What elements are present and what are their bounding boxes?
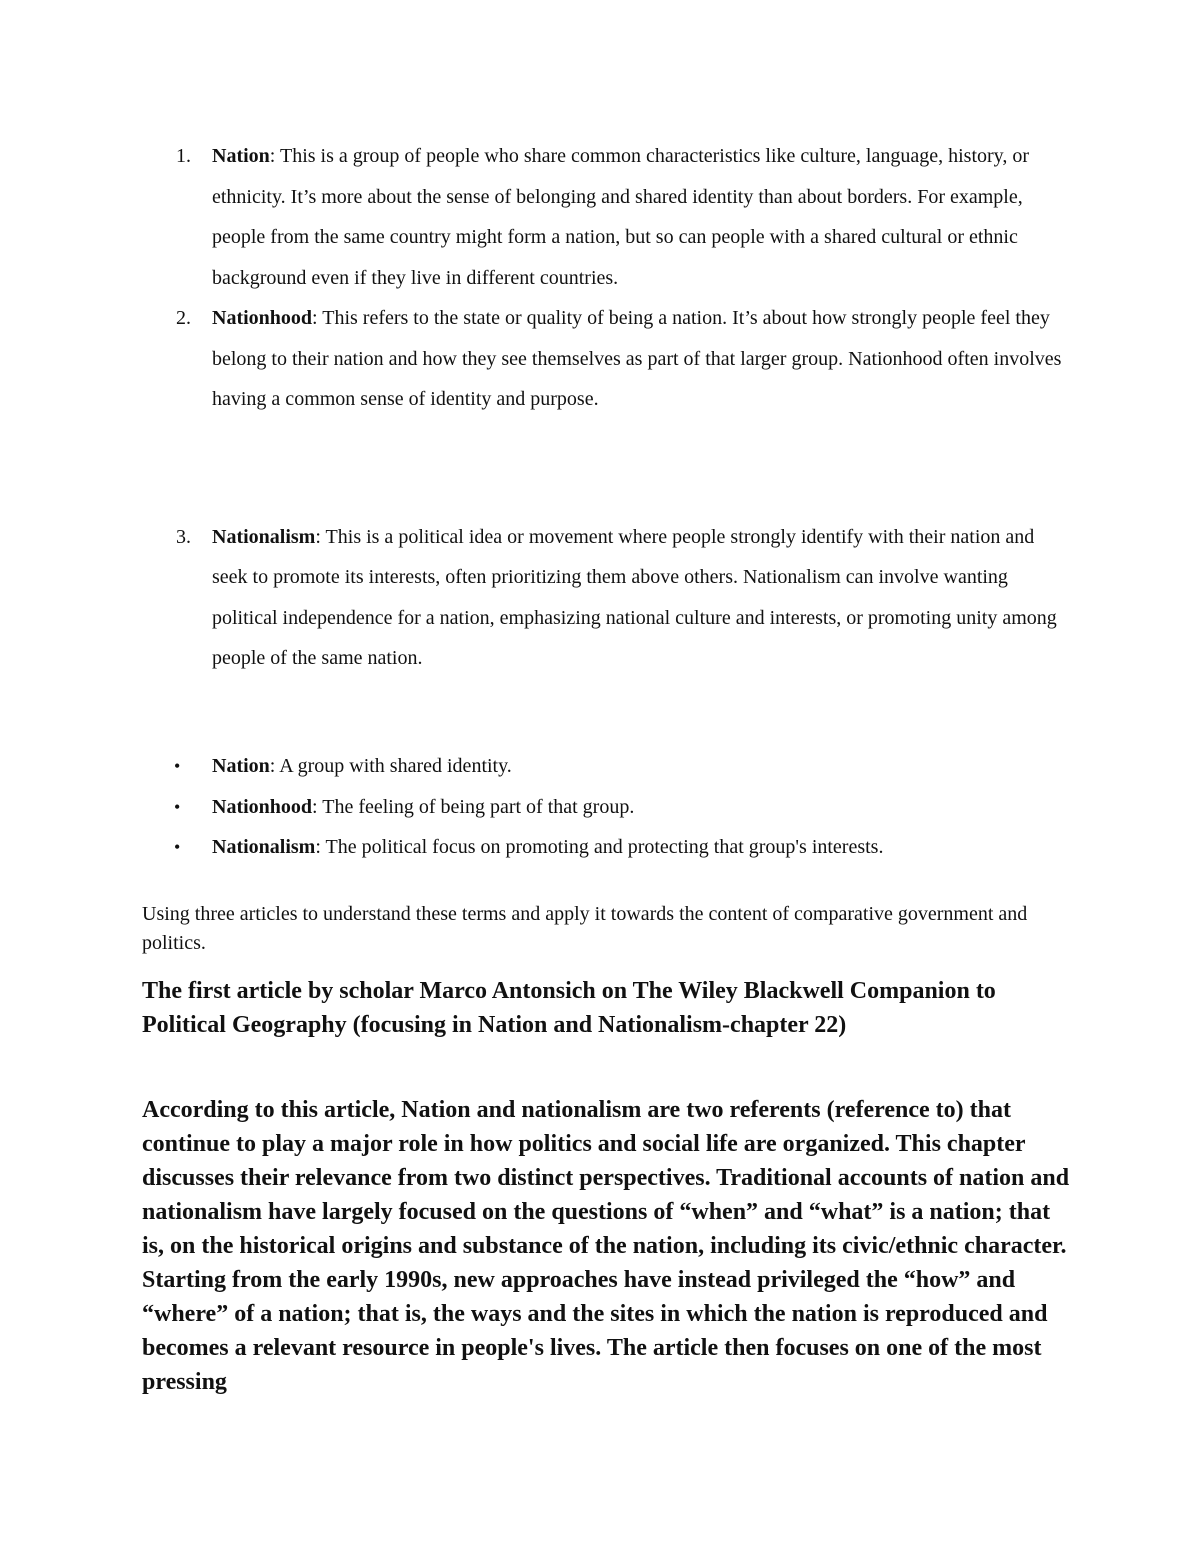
summary-text: : The feeling of being part of that group. — [312, 795, 635, 818]
definitions-list — [176, 136, 1062, 679]
list-number: 2. — [176, 307, 191, 329]
article-heading: The first article by scholar Marco Antonsich on The Wiley Blackwell Companion to Political Geography (focusing in Nation and Nationalism-chapter 22) — [142, 978, 996, 1038]
definition-text: : This is a political idea or movement where people strongly identify with their nation and seek to promote its interests, often prioritizing them above others. Nationalism can involve wanting political independence for a nation, emphasizing national culture and interests, or promoting unity among people of the same nation. — [212, 525, 1057, 669]
list-number: 1. — [176, 145, 191, 167]
bullet-icon: • — [174, 837, 181, 857]
definition-text: : This is a group of people who share common characteristics like culture, language, history, or ethnicity. It’s more about the sense of belonging and shared identity than about borders. For example, people from the same country might form a nation, but so can people with a shared cultural or ethnic background even if they live in different countries. — [212, 145, 1030, 289]
term-nationhood: Nationhood — [212, 307, 313, 329]
term-nation: Nation — [212, 755, 270, 777]
definition-item-nationalism — [176, 517, 1062, 679]
definition-item-nation — [176, 136, 1062, 298]
article-body-paragraph: According to this article, Nation and nationalism are two referents (reference to) that continue to play a major role in how politics and social life are organized. This chapter discusses their relevance from two distinct perspectives. Traditional accounts of nation and nationalism have largely focused on the questions of “when” and “what” is a nation; that is, on the historical origins and substance of the nation, including its civic/ethnic character. Starting from the early 1990s, new approaches have instead privileged the “how” and “where” of a nation; that is, the ways and the sites in which the nation is reproduced and becomes a relevant resource in people's lives. The article then focuses on one of the most pressing — [142, 1097, 1070, 1395]
definition-item-nationhood — [176, 298, 1062, 420]
summary-list — [174, 746, 1062, 868]
term-nationalism: Nationalism — [212, 525, 316, 548]
term-nation: Nation — [212, 145, 270, 167]
summary-item-nationalism — [174, 827, 1062, 868]
summary-item-nation — [174, 746, 1062, 787]
term-nationalism: Nationalism — [212, 836, 316, 858]
list-number: 3. — [176, 525, 191, 548]
definition-text: : This refers to the state or quality of being a nation. It’s about how strongly people feel they belong to their nation and how they see themselves as part of that larger group. Nationhood often involves having a common sense of identity and purpose. — [212, 307, 1062, 410]
summary-item-nationhood — [174, 787, 1062, 828]
intro-paragraph: Using three articles to understand these terms and apply it towards the content of comparative government and politics. — [142, 903, 1028, 954]
bullet-icon: • — [174, 796, 181, 817]
summary-text: : The political focus on promoting and protecting that group's interests. — [315, 836, 884, 858]
bullet-icon: • — [174, 756, 181, 776]
term-nationhood: Nationhood — [212, 795, 313, 818]
summary-text: : A group with shared identity. — [269, 755, 512, 777]
